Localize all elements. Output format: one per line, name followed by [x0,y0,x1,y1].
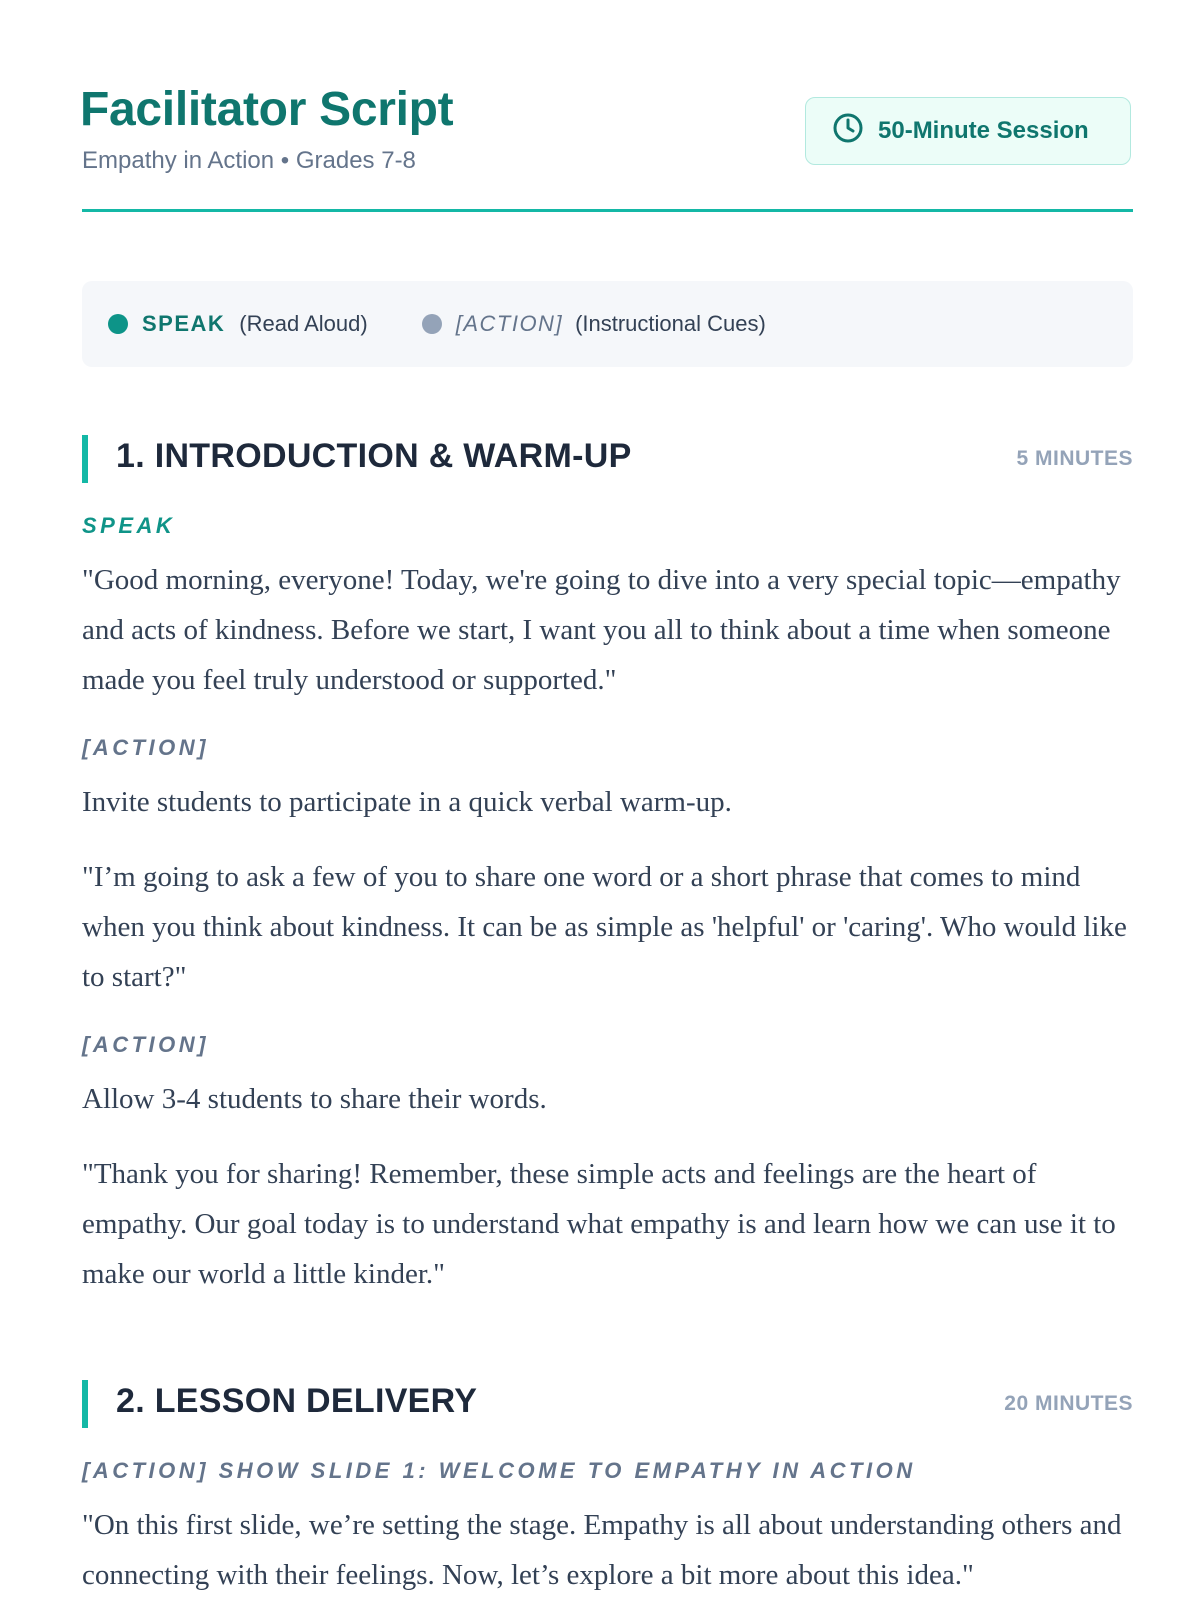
section-header-introduction [82,435,1133,483]
legend-item-speak [108,311,368,337]
badge-label: 50-Minute Session [878,117,1089,144]
page-title: Facilitator Script [80,83,454,136]
section-title: 2. LESSON DELIVERY [116,1382,478,1420]
action-label: [ACTION] [82,735,209,760]
legend-action-label: [ACTION] [455,311,564,336]
script-paragraph: "On this first slide, we’re setting the stage. Empathy is all about understanding others and connecting with their feelings. Now, let’s explore a bit more about this idea." [82,1509,1122,1591]
legend-action-desc: (Instructional Cues) [575,311,766,336]
page-subtitle: Empathy in Action • Grades 7-8 [82,147,416,174]
script-paragraph: "I’m going to ask a few of you to share one word or a short phrase that comes to mind when you think about kindness. It can be as simple as 'helpful' or 'caring'. Who would like to start?" [82,861,1127,993]
legend-box [82,281,1133,367]
section-duration: 20 MINUTES [1004,1392,1133,1415]
section-accent-bar [82,1380,88,1428]
section-header-lesson-delivery [82,1380,1133,1428]
section-accent-bar [82,435,88,483]
header-divider [82,209,1133,212]
action-paragraph: Invite students to participate in a quick verbal warm-up. [82,786,732,818]
action-slide-label: [ACTION] SHOW SLIDE 1: WELCOME TO EMPATHY IN ACTION [82,1458,916,1483]
script-paragraph: "Thank you for sharing! Remember, these simple acts and feelings are the heart of empathy. Our goal today is to understand what empathy is and learn how we can use it to make our world a little kinder." [82,1158,1116,1290]
speak-label: SPEAK [82,513,176,538]
clock-icon [832,112,878,151]
legend-speak-label: SPEAK [142,311,226,336]
section-title: 1. INTRODUCTION & WARM-UP [116,437,632,475]
legend-speak-desc: (Read Aloud) [239,311,368,336]
action-label: [ACTION] [82,1032,209,1057]
action-paragraph: Allow 3-4 students to share their words. [82,1083,547,1115]
action-dot-icon [422,314,442,334]
legend-item-action [422,311,766,337]
session-length-badge [805,97,1131,165]
script-paragraph: "Good morning, everyone! Today, we're going to dive into a very special topic—empathy and acts of kindness. Before we start, I want you all to think about a time when someone made you feel truly understood or supported." [82,564,1121,696]
speak-dot-icon [108,314,128,334]
section-duration: 5 MINUTES [1016,447,1133,470]
